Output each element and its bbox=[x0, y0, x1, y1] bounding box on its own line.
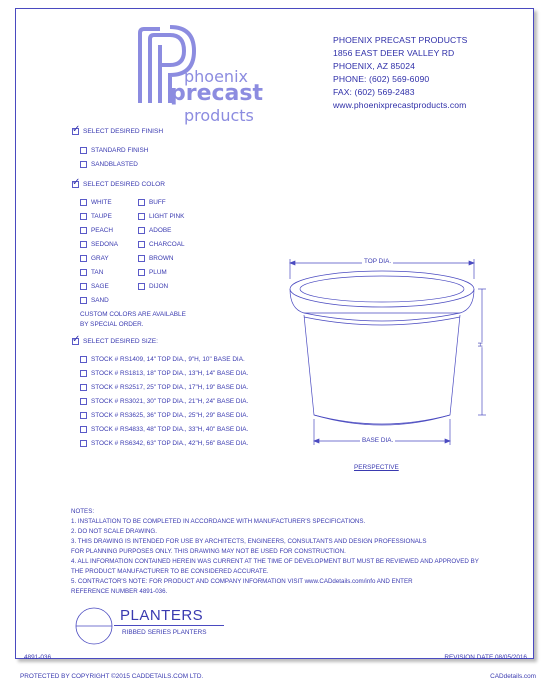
caddetails-link[interactable]: CADdetails.com bbox=[490, 673, 536, 680]
copyright-text: PROTECTED BY COPYRIGHT ©2015 CADDETAILS.COM LTD. bbox=[20, 673, 204, 680]
checkbox[interactable] bbox=[80, 283, 87, 290]
checkbox[interactable] bbox=[138, 227, 145, 234]
note-line: REFERENCE NUMBER 4891-036. bbox=[71, 588, 168, 595]
base-dia-label: BASE DIA. bbox=[362, 437, 394, 444]
top-dia-label: TOP DIA. bbox=[364, 258, 392, 265]
checkbox[interactable] bbox=[80, 227, 87, 234]
title-circle-icon bbox=[74, 606, 114, 646]
revision-date: REVISION DATE 08/05/2016 bbox=[444, 654, 527, 661]
checkmark-icon: ✓ bbox=[72, 334, 81, 345]
height-label: H bbox=[475, 342, 483, 347]
checkbox[interactable] bbox=[80, 241, 87, 248]
company-info bbox=[333, 34, 468, 112]
checkmark-icon: ✓ bbox=[72, 124, 81, 135]
checkbox[interactable] bbox=[80, 269, 87, 276]
checkbox[interactable] bbox=[80, 440, 87, 447]
checkbox[interactable] bbox=[80, 370, 87, 377]
company-city: PHOENIX, AZ 85024 bbox=[333, 61, 415, 71]
note-line: FOR PLANNING PURPOSES ONLY. THIS DRAWING MAY NOT BE USED FOR CONSTRUCTION. bbox=[71, 548, 346, 555]
logo-text-precast: precast bbox=[170, 81, 264, 106]
checkbox[interactable] bbox=[138, 269, 145, 276]
note-line: 5. CONTRACTOR'S NOTE: FOR PRODUCT AND COMPANY INFORMATION VISIT www.CADdetails.com/info AND ENTER bbox=[71, 578, 413, 585]
custom-colors-note: CUSTOM COLORS ARE AVAILABLE BY SPECIAL ORDER. bbox=[80, 311, 186, 328]
company-name: PHOENIX PRECAST PRODUCTS bbox=[333, 35, 468, 45]
checkbox[interactable] bbox=[138, 255, 145, 262]
note-line: 2. DO NOT SCALE DRAWING. bbox=[71, 528, 157, 535]
title-underline bbox=[114, 625, 224, 626]
company-address: 1856 EAST DEER VALLEY RD bbox=[333, 48, 455, 58]
perspective-caption: PERSPECTIVE bbox=[354, 464, 399, 471]
notes-section bbox=[71, 507, 479, 597]
checkbox[interactable] bbox=[80, 213, 87, 220]
checkbox[interactable] bbox=[80, 384, 87, 391]
checkbox[interactable] bbox=[138, 241, 145, 248]
drawing-title: PLANTERS bbox=[120, 607, 204, 624]
drawing-sheet: phoenix precast products PHOENIX PRECAST PRODUCTS 1856 EAST DEER VALLEY RD PHOENIX, AZ 85024 PHONE: (602) 569-6090 FAX: (602) 569-2483 www.phoenixprecastproducts.com ✓ SELECT DESIRED FINISH STANDARD FINISH SANDBLASTED ✓ SELECT DESIRED COLOR WHITE TAUPE PEACH SEDONA GRAY TAN SAGE SAND BUFF LIGHT PINK ADOBE CHARCOAL BROWN PLUM DIJON CUSTOM COLORS ARE AVAILABLE BY SPECIAL ORDER. ✓ SELECT DESIRED SIZE: STOCK # RS1409, 14" TOP DIA., 9"H, 10" BASE DIA. STOCK # RS1813, 18" TOP DIA., 13"H, 14" BASE DIA. STOCK # RS2517, 25" TOP DIA., 17"H, 19" BASE DIA. STOCK # RS3021, 30" TOP DIA., 21"H, 24" BASE DIA. STOCK # RS3625, 36" TOP DIA., 25"H, 29" BASE DIA. STOCK # RS4833, 48" TOP DIA., 33"H, 40" BASE DIA. STOCK # RS6342, 63" TOP DIA., 42"H, 56" BASE DIA. TOP DIA. H BASE DIA. PERSPECTIVE NOTES: 1. INSTALLATION TO BE COMPLETED IN ACCORDANCE WITH MANUFACTURER'S SPECIFICATIONS. 2. DO NOT SCALE DRAWING. 3. THIS DRAWING IS INTENDED FOR USE BY ARCHITECTS, ENGINEERS, CONSULTANTS AND DESIGN PROFESSIONALS FOR PLANNING PURPOSES ONLY. THIS DRAWING MAY NOT BE USED FOR CONSTRUCTION. 4. ALL INFORMATION CONTAINED HEREIN WAS CURRENT AT THE TIME OF DEVELOPMENT BUT MUST BE REVIEWED AND APPROVED BY THE PRODUCT MANUFACTURER TO BE CONSIDERED ACCURATE. 5. CONTRACTOR'S NOTE: FOR PRODUCT AND COMPANY INFORMATION VISIT www.CADdetails.com/info AND ENTER REFERENCE NUMBER 4891-036. PLANTERS RIBBED SERIES PLANTERS 4891-036 REVISION DATE 08/05/2016 bbox=[15, 8, 534, 659]
checkbox[interactable] bbox=[138, 283, 145, 290]
company-fax: FAX: (602) 569-2483 bbox=[333, 87, 415, 97]
checkbox[interactable] bbox=[80, 426, 87, 433]
notes-header: NOTES: bbox=[71, 508, 95, 515]
company-logo bbox=[134, 25, 264, 135]
company-phone: PHONE: (602) 569-6090 bbox=[333, 74, 430, 84]
checkbox[interactable] bbox=[80, 199, 87, 206]
note-line: 3. THIS DRAWING IS INTENDED FOR USE BY ARCHITECTS, ENGINEERS, CONSULTANTS AND DESIGN PROFESSIONALS bbox=[71, 538, 427, 545]
checkbox[interactable] bbox=[80, 161, 87, 168]
reference-number: 4891-036 bbox=[24, 654, 52, 661]
note-line: THE PRODUCT MANUFACTURER TO BE CONSIDERED ACCURATE. bbox=[71, 568, 269, 575]
checkbox[interactable] bbox=[80, 398, 87, 405]
logo-text-phoenix: phoenix bbox=[184, 67, 248, 86]
planter-perspective-drawing bbox=[274, 249, 494, 479]
logo-text-products: products bbox=[184, 106, 254, 125]
company-website[interactable]: www.phoenixprecastproducts.com bbox=[333, 100, 467, 110]
checkmark-icon: ✓ bbox=[72, 177, 81, 188]
checkbox[interactable] bbox=[80, 356, 87, 363]
checkbox[interactable] bbox=[138, 213, 145, 220]
checkbox[interactable] bbox=[80, 297, 87, 304]
checkbox[interactable] bbox=[138, 199, 145, 206]
note-line: 4. ALL INFORMATION CONTAINED HEREIN WAS CURRENT AT THE TIME OF DEVELOPMENT BUT MUST BE REVIEWED AND APPROVED BY bbox=[71, 558, 479, 565]
checkbox[interactable] bbox=[80, 255, 87, 262]
drawing-subtitle: RIBBED SERIES PLANTERS bbox=[122, 629, 207, 636]
checkbox[interactable] bbox=[80, 147, 87, 154]
note-line: 1. INSTALLATION TO BE COMPLETED IN ACCORDANCE WITH MANUFACTURER'S SPECIFICATIONS. bbox=[71, 518, 366, 525]
checkbox[interactable] bbox=[80, 412, 87, 419]
